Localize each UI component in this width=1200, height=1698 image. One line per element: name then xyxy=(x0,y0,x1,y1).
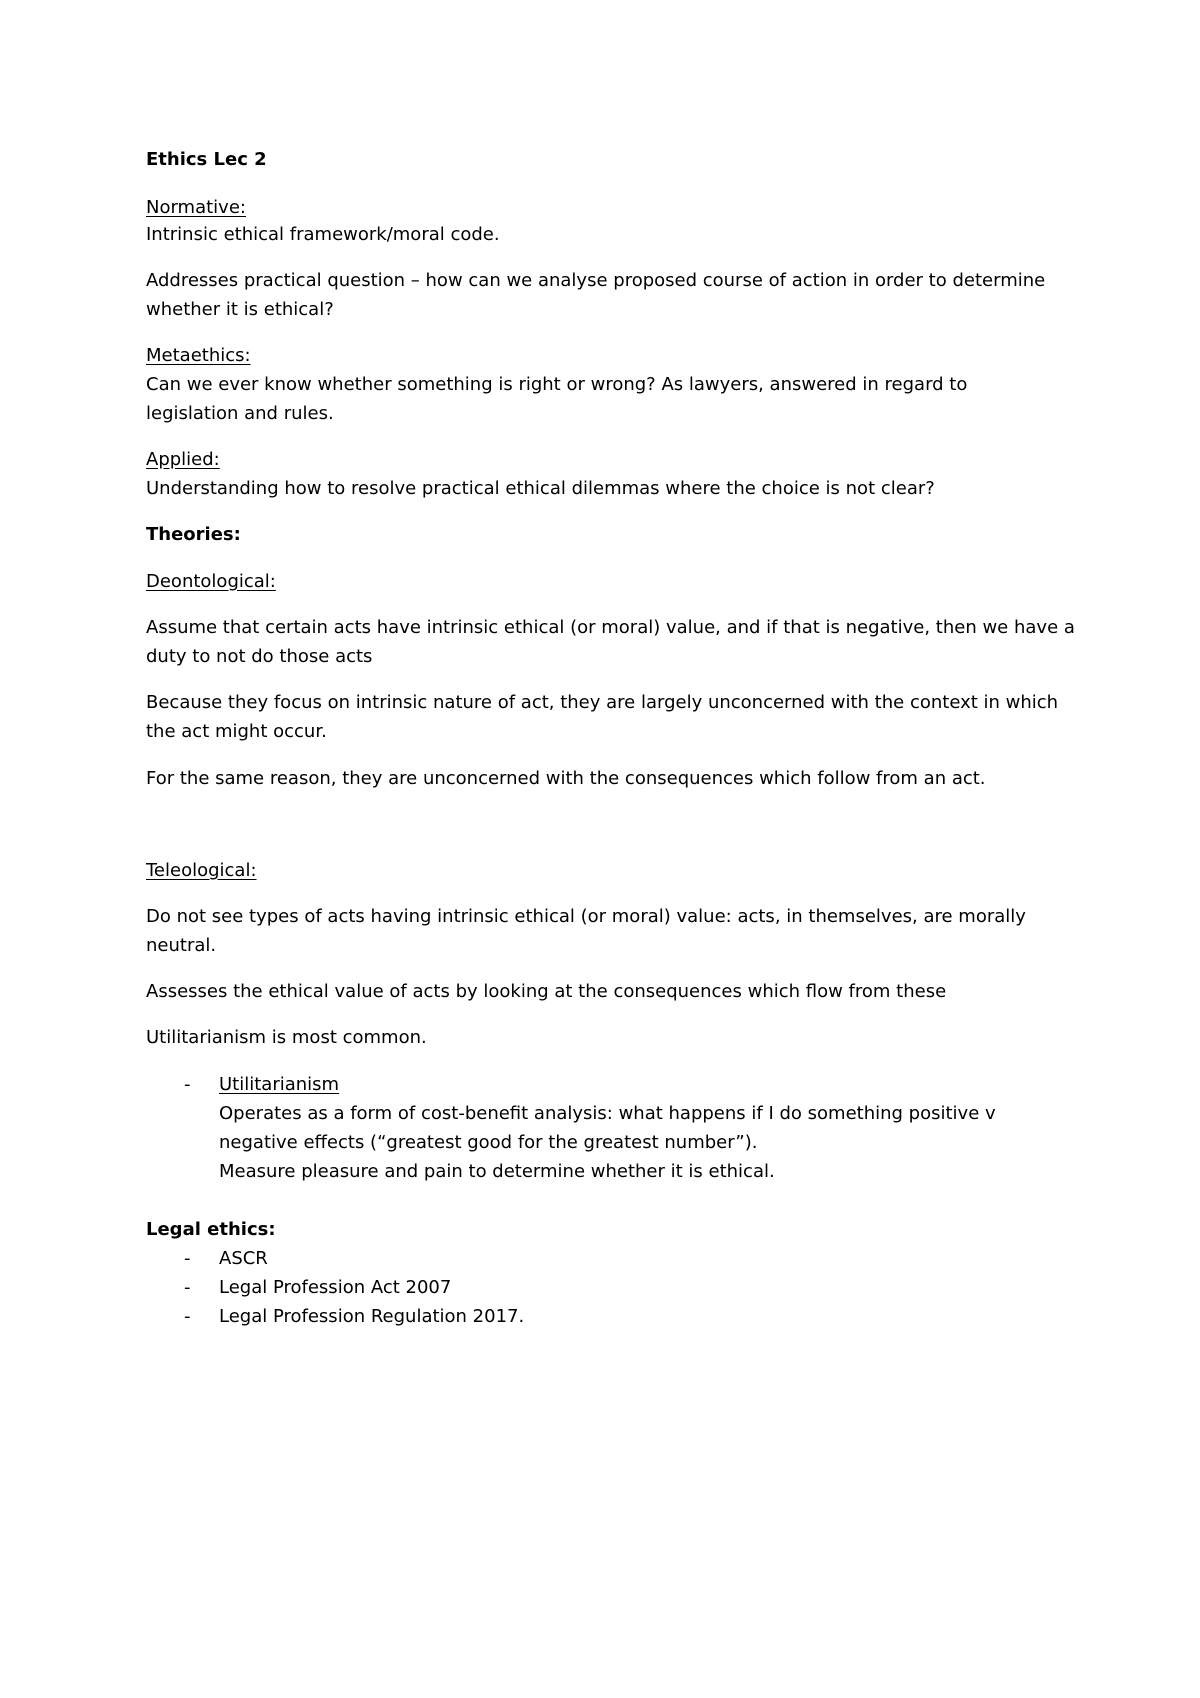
teleological-text-line: Assesses the ethical value of acts by looking at the consequences which flow from these xyxy=(146,981,947,1002)
utilitarianism-text-line: Operates as a form of cost-benefit analysis: what happens if I do something positive v xyxy=(219,1103,996,1124)
applied-text: Understanding how to resolve practical ethical dilemmas where the choice is not clear? xyxy=(146,478,935,499)
normative-heading: Normative: xyxy=(146,197,246,218)
document-title: Ethics Lec 2 xyxy=(146,149,267,170)
metaethics-text-line: legislation and rules. xyxy=(146,403,334,424)
utilitarianism-bullet-title: Utilitarianism xyxy=(219,1074,340,1095)
legal-ethics-item: Legal Profession Act 2007 xyxy=(219,1277,452,1298)
bullet-dash: - xyxy=(184,1306,191,1327)
legal-ethics-heading: Legal ethics: xyxy=(146,1219,276,1240)
utilitarianism-text-line: negative effects (“greatest good for the greatest number”). xyxy=(219,1132,758,1153)
teleological-text-line: Do not see types of acts having intrinsic ethical (or moral) value: acts, in themselves, are morally xyxy=(146,906,1026,927)
teleological-text-line: Utilitarianism is most common. xyxy=(146,1027,427,1048)
applied-heading: Applied: xyxy=(146,449,220,470)
deontological-text-line: Because they focus on intrinsic nature of act, they are largely unconcerned with the context in which xyxy=(146,692,1059,713)
normative-paragraph-line: Addresses practical question – how can we analyse proposed course of action in order to determine xyxy=(146,270,1046,291)
legal-ethics-item: ASCR xyxy=(219,1248,268,1269)
normative-paragraph-line: whether it is ethical? xyxy=(146,299,334,320)
bullet-dash: - xyxy=(184,1074,191,1095)
deontological-text-line: duty to not do those acts xyxy=(146,646,373,667)
bullet-dash: - xyxy=(184,1277,191,1298)
utilitarianism-text-line: Measure pleasure and pain to determine whether it is ethical. xyxy=(219,1161,775,1182)
deontological-heading: Deontological: xyxy=(146,571,276,592)
deontological-text-line: For the same reason, they are unconcerned with the consequences which follow from an act. xyxy=(146,768,986,789)
deontological-text-line: the act might occur. xyxy=(146,721,327,742)
deontological-text-line: Assume that certain acts have intrinsic ethical (or moral) value, and if that is negative, then we have a xyxy=(146,617,1075,638)
theories-heading: Theories: xyxy=(146,524,241,545)
teleological-heading: Teleological: xyxy=(146,860,257,881)
metaethics-heading: Metaethics: xyxy=(146,345,251,366)
normative-text: Intrinsic ethical framework/moral code. xyxy=(146,224,500,245)
legal-ethics-item: Legal Profession Regulation 2017. xyxy=(219,1306,525,1327)
metaethics-text-line: Can we ever know whether something is right or wrong? As lawyers, answered in regard to xyxy=(146,374,968,395)
teleological-text-line: neutral. xyxy=(146,935,217,956)
bullet-dash: - xyxy=(184,1248,191,1269)
